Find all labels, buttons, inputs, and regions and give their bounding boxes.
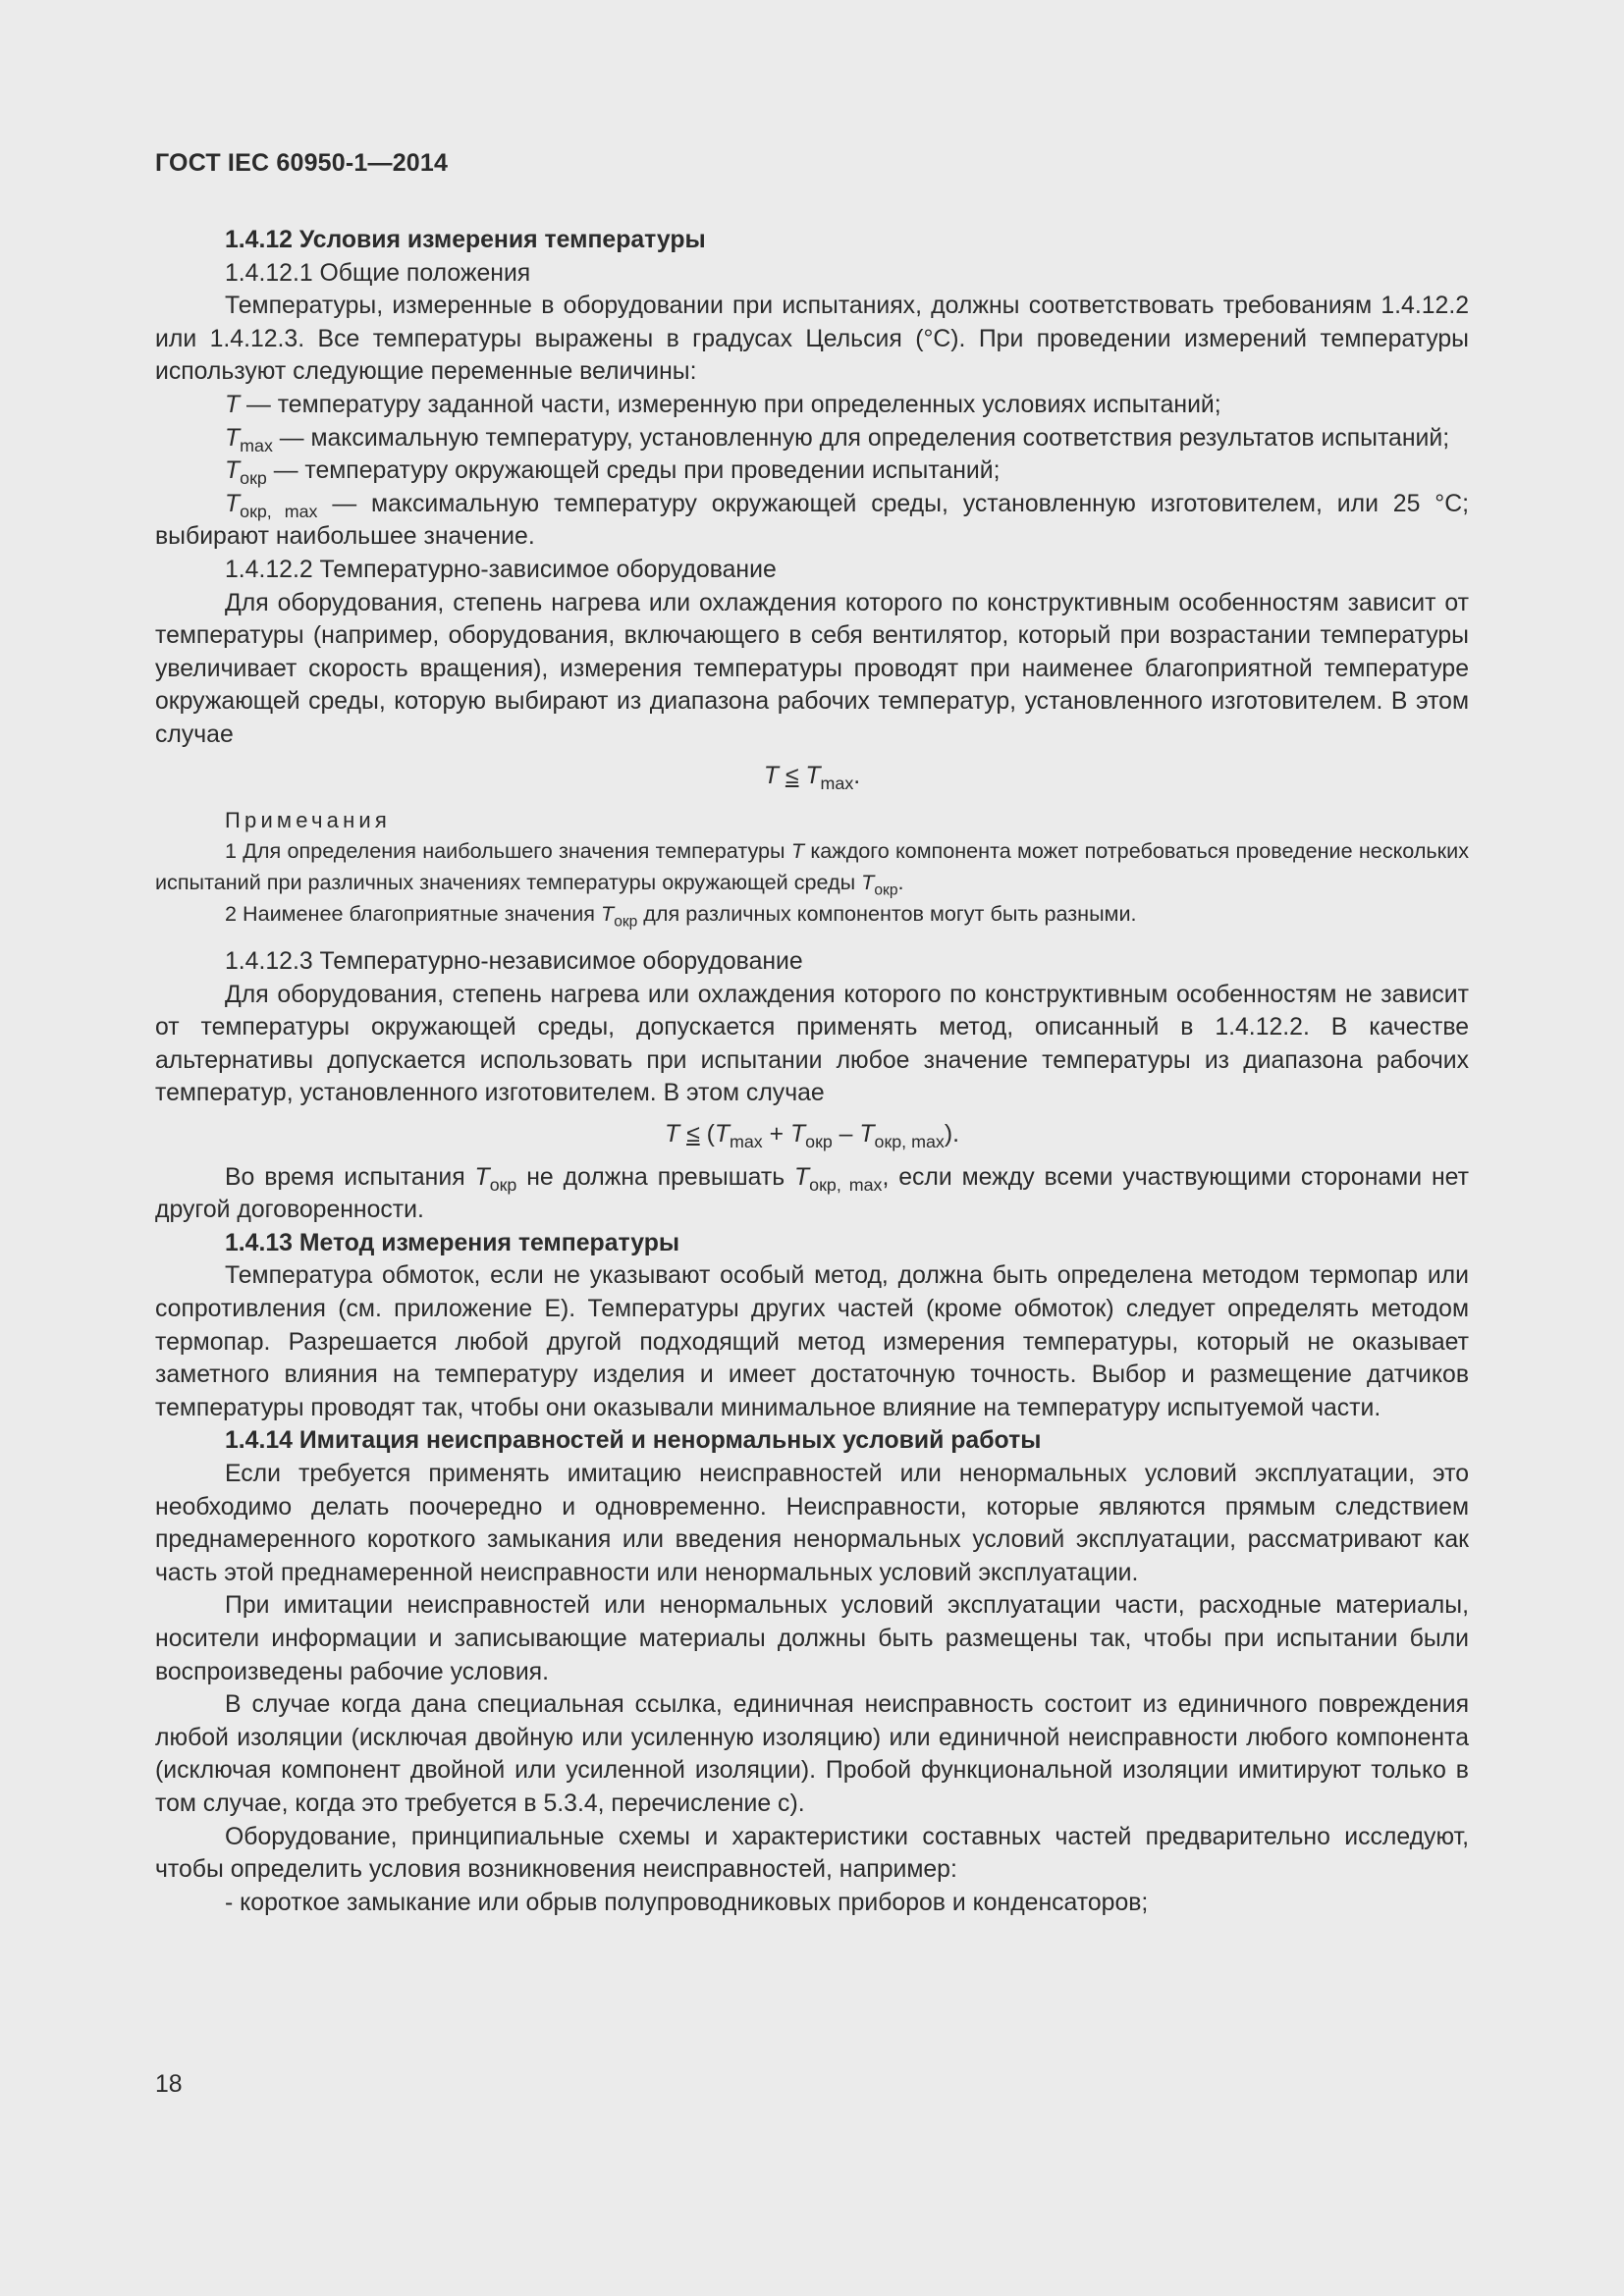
symbol: T bbox=[225, 424, 241, 452]
list-item: - короткое замыкание или обрыв полупроводниковых приборов и конденсаторов; bbox=[225, 1889, 1149, 1916]
symbol: T bbox=[601, 901, 615, 927]
note-text: каждого компонента может потребоваться проведение нескольких испытаний при различных значениях температуры окружающей среды bbox=[155, 838, 1469, 895]
paragraph-fault-simulation-2: При имитации неисправностей или ненормальных условий эксплуатации части, расходные материалы, носители информации и записывающие материалы должны быть размещены так, чтобы при испытании были воспроизведены рабочие условия. bbox=[155, 1592, 1469, 1685]
section-heading-1-4-12: 1.4.12 Условия измерения температуры bbox=[225, 227, 706, 253]
section-heading-1-4-13: 1.4.13 Метод измерения температуры bbox=[225, 1229, 680, 1256]
paragraph-intro: Температуры, измеренные в оборудовании при испытаниях, должны соответствовать требованиям 1.4.12.2 или 1.4.12.3. Все температуры выражены в градусах Цельсия (°C). При проведении измерений температуры используют следующие переменные величины: bbox=[155, 293, 1469, 386]
formula-1 bbox=[155, 760, 1469, 793]
formula-symbol: T bbox=[665, 1121, 680, 1148]
symbol: T bbox=[225, 457, 241, 485]
symbol-subscript: окр bbox=[240, 468, 267, 489]
paragraph-text: , если между всеми участвующими сторонами нет другой договоренности. bbox=[155, 1163, 1469, 1224]
formula-symbol: T bbox=[805, 762, 821, 789]
definition-text: — максимальную температуру окружающей среды, установленную изготовителем, или 25 °C; выбирают наибольшее значение. bbox=[155, 490, 1469, 551]
paragraph-temperature-dependent: Для оборудования, степень нагрева или охлаждения которого по конструктивным особенностям зависит от температуры (например, оборудования, включающего в себя вентилятор, который при возрастании температуры увеличивает скорость вращения), измерения температуры проводят при наименее благоприятной температуре окружающей среды, которую выбирают из диапазона рабочих температур, установленного изготовителем. В этом случае bbox=[155, 589, 1469, 748]
formula-2 bbox=[155, 1118, 1469, 1151]
notes-title: Примечания bbox=[225, 808, 392, 833]
note-text: 2 Наименее благоприятные значения bbox=[225, 901, 601, 927]
symbol-subscript: окр, max bbox=[240, 501, 318, 521]
formula-subscript: окр, max bbox=[874, 1132, 945, 1152]
definition-text: — максимальную температуру, установленную для определения соответствия результатов испытаний; bbox=[272, 424, 1450, 452]
paragraph-measurement-method: Температура обмоток, если не указывают особый метод, должна быть определена методом термопар или сопротивления (см. приложение Е). Температуры других частей (кроме обмоток) следует определять методом термопар. Разрешается любой другой подходящий метод измерения температуры, который не оказывает заметного влияния на температуру изделия и имеет достаточную точность. Выбор и размещение датчиков температуры проводят так, чтобы они оказывали минимальное влияние на температуру испытуемой части. bbox=[155, 1262, 1469, 1421]
formula-symbol: T bbox=[859, 1121, 875, 1148]
definition-tokr bbox=[155, 454, 1469, 488]
formula-operator: ≤ bbox=[686, 1121, 700, 1148]
section-heading-1-4-14: 1.4.14 Имитация неисправностей и ненормальных условий работы bbox=[225, 1427, 1042, 1455]
formula-subscript: окр bbox=[805, 1132, 833, 1152]
definition-tmax bbox=[155, 422, 1469, 455]
symbol-subscript: окр, max bbox=[809, 1174, 883, 1195]
paragraph-fault-simulation-3: В случае когда дана специальная ссылка, единичная неисправность состоит из единичного повреждения любой изоляции (исключая двойную или усиленную изоляцию) или единичной неисправности любого компонента (исключая компонент двойной или усиленной изоляции). Пробой функциональной изоляции имитируют только в том случае, когда это требуется в 5.3.4, перечисление с). bbox=[155, 1691, 1469, 1817]
paragraph-fault-simulation-4: Оборудование, принципиальные схемы и характеристики составных частей предварительно исследуют, чтобы определить условия возникновения неисправностей, например: bbox=[155, 1823, 1469, 1884]
definition-text: — температуру окружающей среды при проведении испытаний; bbox=[266, 457, 1001, 485]
paragraph-during-test bbox=[155, 1161, 1469, 1227]
symbol: T bbox=[474, 1163, 490, 1191]
subsection-heading-1-4-12-1: 1.4.12.1 Общие положения bbox=[225, 259, 531, 287]
definition-text: — температуру заданной части, измеренную при определенных условиях испытаний; bbox=[240, 391, 1221, 418]
formula-end: . bbox=[853, 762, 861, 789]
symbol-subscript: окр bbox=[874, 881, 898, 899]
formula-subscript: max bbox=[820, 773, 854, 793]
formula-operator: + bbox=[762, 1121, 790, 1148]
symbol-subscript: max bbox=[240, 435, 273, 455]
definition-tokr-max bbox=[155, 488, 1469, 554]
symbol-subscript: окр bbox=[614, 913, 638, 931]
paragraph-fault-simulation-1: Если требуется применять имитацию неисправностей или ненормальных условий эксплуатации, это необходимо делать поочередно и одновременно. Неисправности, которые являются прямым следствием преднамеренного короткого замыкания или введения ненормальных условий эксплуатации, рассматривают как часть этой преднамеренной неисправности или ненормальных условий эксплуатации. bbox=[155, 1461, 1469, 1586]
formula-operator: ≤ bbox=[785, 762, 799, 789]
note-2 bbox=[155, 898, 1469, 930]
symbol: T bbox=[225, 391, 241, 418]
page-content bbox=[155, 224, 1469, 1919]
symbol: T bbox=[790, 838, 805, 864]
note-text: 1 Для определения наибольшего значения температуры bbox=[225, 838, 791, 864]
document-header: ГОСТ IEC 60950-1—2014 bbox=[155, 149, 449, 177]
note-text: для различных компонентов могут быть разными. bbox=[637, 901, 1137, 927]
formula-paren: ). bbox=[944, 1121, 959, 1148]
symbol: T bbox=[861, 870, 875, 895]
note-1 bbox=[155, 835, 1469, 898]
formula-paren: ( bbox=[699, 1121, 715, 1148]
definition-t bbox=[155, 389, 1469, 422]
formula-subscript: max bbox=[730, 1132, 763, 1152]
formula-symbol: T bbox=[714, 1121, 730, 1148]
formula-symbol: T bbox=[789, 1121, 806, 1148]
paragraph-text: Во время испытания bbox=[225, 1163, 475, 1191]
paragraph-text: не должна превышать bbox=[516, 1163, 795, 1191]
note-text: . bbox=[897, 870, 904, 895]
paragraph-temperature-independent: Для оборудования, степень нагрева или охлаждения которого по конструктивным особенностям не зависит от температуры окружающей среды, допускается применять метод, описанный в 1.4.12.2. В качестве альтернативы допускается использовать при испытании любое значение температуры из диапазона рабочих температур, установленного изготовителем. В этом случае bbox=[155, 981, 1469, 1107]
subsection-heading-1-4-12-2: 1.4.12.2 Температурно-зависимое оборудование bbox=[225, 556, 777, 583]
formula-symbol: T bbox=[763, 762, 779, 789]
formula-operator: – bbox=[832, 1121, 860, 1148]
symbol: T bbox=[225, 490, 241, 517]
symbol-subscript: окр bbox=[489, 1174, 517, 1195]
page-number: 18 bbox=[155, 2071, 183, 2098]
symbol: T bbox=[794, 1163, 810, 1191]
subsection-heading-1-4-12-3: 1.4.12.3 Температурно-независимое оборудование bbox=[225, 948, 803, 976]
